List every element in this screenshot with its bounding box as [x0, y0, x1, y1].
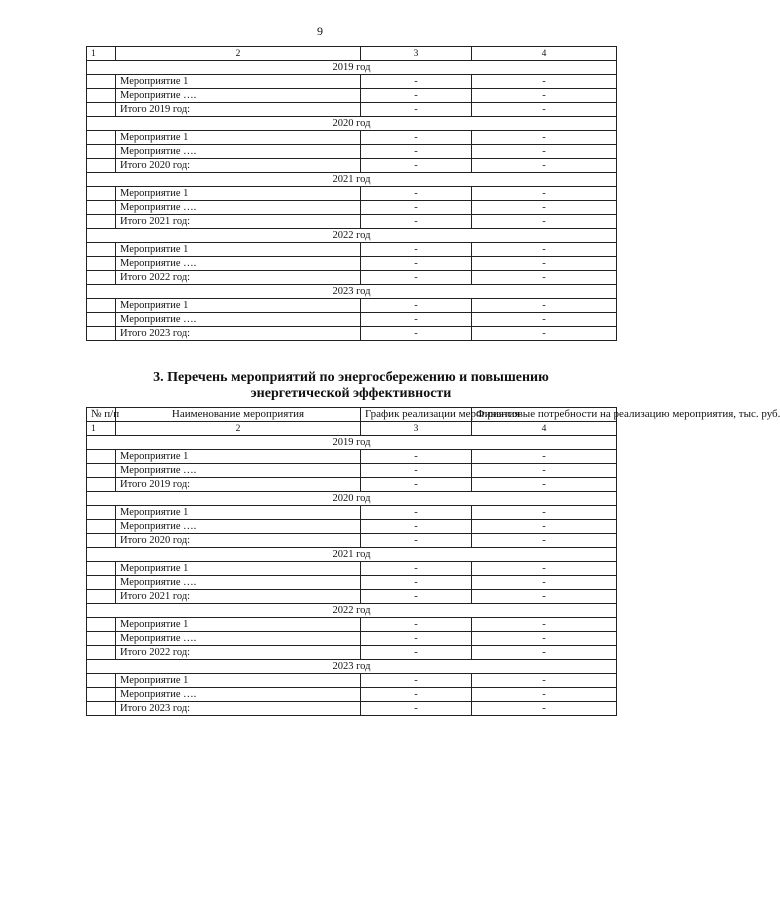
- measure-name: Мероприятие ….: [116, 688, 361, 702]
- year-label: 2020 год: [87, 117, 617, 131]
- schedule-cell: -: [361, 103, 472, 117]
- column-number: 1: [87, 422, 116, 436]
- schedule-cell: -: [361, 520, 472, 534]
- measure-name: Мероприятие ….: [116, 145, 361, 159]
- measure-name: Мероприятие 1: [116, 299, 361, 313]
- finance-cell: -: [472, 75, 617, 89]
- header-measure-name: Наименование мероприятия: [116, 408, 361, 422]
- measure-name: Мероприятие 1: [116, 618, 361, 632]
- table-row: [87, 688, 617, 702]
- table-row: [87, 450, 617, 464]
- total-row: [87, 534, 617, 548]
- finance-cell: -: [472, 131, 617, 145]
- year-row: [87, 61, 617, 75]
- finance-cell: -: [472, 576, 617, 590]
- measure-name: Мероприятие 1: [116, 450, 361, 464]
- schedule-cell: -: [361, 187, 472, 201]
- schedule-cell: -: [361, 257, 472, 271]
- finance-cell: -: [472, 257, 617, 271]
- schedule-cell: -: [361, 145, 472, 159]
- table-continued: [86, 46, 617, 341]
- measure-name: Мероприятие 1: [116, 243, 361, 257]
- year-row: [87, 660, 617, 674]
- column-number: 2: [116, 422, 361, 436]
- schedule-cell: -: [361, 688, 472, 702]
- total-row: [87, 327, 617, 341]
- table-row: [87, 562, 617, 576]
- total-label: Итого 2022 год:: [116, 271, 361, 285]
- column-number: 3: [361, 422, 472, 436]
- total-row: [87, 103, 617, 117]
- schedule-cell: -: [361, 131, 472, 145]
- table-row: [87, 75, 617, 89]
- column-number-row: [87, 47, 617, 61]
- schedule-cell: -: [361, 534, 472, 548]
- section-title-line: энергетической эффективности: [250, 386, 452, 401]
- measure-name: Мероприятие ….: [116, 464, 361, 478]
- finance-cell: -: [472, 702, 617, 716]
- total-row: [87, 478, 617, 492]
- year-label: 2021 год: [87, 548, 617, 562]
- total-label: Итого 2022 год:: [116, 646, 361, 660]
- measure-name: Мероприятие 1: [116, 187, 361, 201]
- finance-cell: -: [472, 674, 617, 688]
- year-label: 2023 год: [87, 660, 617, 674]
- finance-cell: -: [472, 89, 617, 103]
- finance-cell: -: [472, 299, 617, 313]
- year-row: [87, 436, 617, 450]
- finance-cell: -: [472, 534, 617, 548]
- total-row: [87, 646, 617, 660]
- year-label: 2022 год: [87, 229, 617, 243]
- table-row: [87, 145, 617, 159]
- total-row: [87, 271, 617, 285]
- schedule-cell: -: [361, 75, 472, 89]
- measure-name: Мероприятие ….: [116, 632, 361, 646]
- schedule-cell: -: [361, 327, 472, 341]
- table-row: [87, 632, 617, 646]
- year-row: [87, 492, 617, 506]
- table-row: [87, 131, 617, 145]
- table-row: [87, 520, 617, 534]
- finance-cell: -: [472, 590, 617, 604]
- column-number: 1: [87, 47, 116, 61]
- table-row: [87, 506, 617, 520]
- schedule-cell: -: [361, 478, 472, 492]
- total-row: [87, 590, 617, 604]
- measure-name: Мероприятие ….: [116, 89, 361, 103]
- schedule-cell: -: [361, 299, 472, 313]
- total-label: Итого 2019 год:: [116, 478, 361, 492]
- schedule-cell: -: [361, 618, 472, 632]
- total-label: Итого 2021 год:: [116, 590, 361, 604]
- table-row: [87, 313, 617, 327]
- year-row: [87, 173, 617, 187]
- finance-cell: -: [472, 187, 617, 201]
- schedule-cell: -: [361, 243, 472, 257]
- column-number: 4: [472, 47, 617, 61]
- schedule-cell: -: [361, 674, 472, 688]
- schedule-cell: -: [361, 450, 472, 464]
- measure-name: Мероприятие 1: [116, 674, 361, 688]
- year-label: 2019 год: [87, 61, 617, 75]
- schedule-cell: -: [361, 702, 472, 716]
- finance-cell: -: [472, 145, 617, 159]
- total-label: Итого 2020 год:: [116, 534, 361, 548]
- year-row: [87, 229, 617, 243]
- year-label: 2021 год: [87, 173, 617, 187]
- finance-cell: -: [472, 327, 617, 341]
- column-number: 4: [472, 422, 617, 436]
- finance-cell: -: [472, 520, 617, 534]
- total-row: [87, 159, 617, 173]
- finance-cell: -: [472, 646, 617, 660]
- finance-cell: -: [472, 313, 617, 327]
- total-label: Итого 2021 год:: [116, 215, 361, 229]
- measure-name: Мероприятие ….: [116, 576, 361, 590]
- section-title-line: 3. Перечень мероприятий по энергосбережению и повышению: [153, 370, 549, 385]
- schedule-cell: -: [361, 271, 472, 285]
- finance-cell: -: [472, 271, 617, 285]
- section-title: [86, 370, 616, 402]
- finance-cell: -: [472, 215, 617, 229]
- table-row: [87, 299, 617, 313]
- column-number: 3: [361, 47, 472, 61]
- schedule-cell: -: [361, 506, 472, 520]
- schedule-cell: -: [361, 562, 472, 576]
- schedule-cell: -: [361, 632, 472, 646]
- schedule-cell: -: [361, 313, 472, 327]
- measure-name: Мероприятие 1: [116, 506, 361, 520]
- total-label: Итого 2023 год:: [116, 327, 361, 341]
- schedule-cell: -: [361, 201, 472, 215]
- measure-name: Мероприятие ….: [116, 257, 361, 271]
- finance-cell: -: [472, 688, 617, 702]
- finance-cell: -: [472, 464, 617, 478]
- table-row: [87, 674, 617, 688]
- measure-name: Мероприятие 1: [116, 562, 361, 576]
- finance-cell: -: [472, 478, 617, 492]
- finance-cell: -: [472, 201, 617, 215]
- table-header-row: [87, 408, 617, 422]
- year-row: [87, 604, 617, 618]
- year-row: [87, 548, 617, 562]
- year-label: 2022 год: [87, 604, 617, 618]
- header-number: № п/п: [87, 408, 116, 422]
- header-finance: Финансовые потребности на реализацию мероприятия, тыс. руб.: [472, 408, 617, 422]
- schedule-cell: -: [361, 590, 472, 604]
- table-row: [87, 576, 617, 590]
- year-row: [87, 117, 617, 131]
- finance-cell: -: [472, 562, 617, 576]
- year-label: 2020 год: [87, 492, 617, 506]
- measure-name: Мероприятие 1: [116, 131, 361, 145]
- measure-name: Мероприятие ….: [116, 520, 361, 534]
- schedule-cell: -: [361, 215, 472, 229]
- finance-cell: -: [472, 243, 617, 257]
- page-number: 9: [317, 24, 323, 38]
- schedule-cell: -: [361, 89, 472, 103]
- table-row: [87, 464, 617, 478]
- total-row: [87, 215, 617, 229]
- table-row: [87, 257, 617, 271]
- measure-name: Мероприятие ….: [116, 313, 361, 327]
- table-row: [87, 243, 617, 257]
- total-label: Итого 2023 год:: [116, 702, 361, 716]
- column-number-row: [87, 422, 617, 436]
- year-row: [87, 285, 617, 299]
- finance-cell: -: [472, 450, 617, 464]
- measure-name: Мероприятие 1: [116, 75, 361, 89]
- total-label: Итого 2019 год:: [116, 103, 361, 117]
- table-row: [87, 89, 617, 103]
- schedule-cell: -: [361, 159, 472, 173]
- energy-saving-measures-table: [86, 407, 780, 716]
- table-row: [87, 201, 617, 215]
- finance-cell: -: [472, 159, 617, 173]
- finance-cell: -: [472, 506, 617, 520]
- schedule-cell: -: [361, 464, 472, 478]
- column-number: 2: [116, 47, 361, 61]
- year-label: 2023 год: [87, 285, 617, 299]
- year-label: 2019 год: [87, 436, 617, 450]
- total-label: Итого 2020 год:: [116, 159, 361, 173]
- header-schedule: График реализации мероприятия: [361, 408, 472, 422]
- schedule-cell: -: [361, 576, 472, 590]
- finance-cell: -: [472, 632, 617, 646]
- table-row: [87, 618, 617, 632]
- table-row: [87, 187, 617, 201]
- finance-cell: -: [472, 618, 617, 632]
- schedule-cell: -: [361, 646, 472, 660]
- measure-name: Мероприятие ….: [116, 201, 361, 215]
- total-row: [87, 702, 617, 716]
- finance-cell: -: [472, 103, 617, 117]
